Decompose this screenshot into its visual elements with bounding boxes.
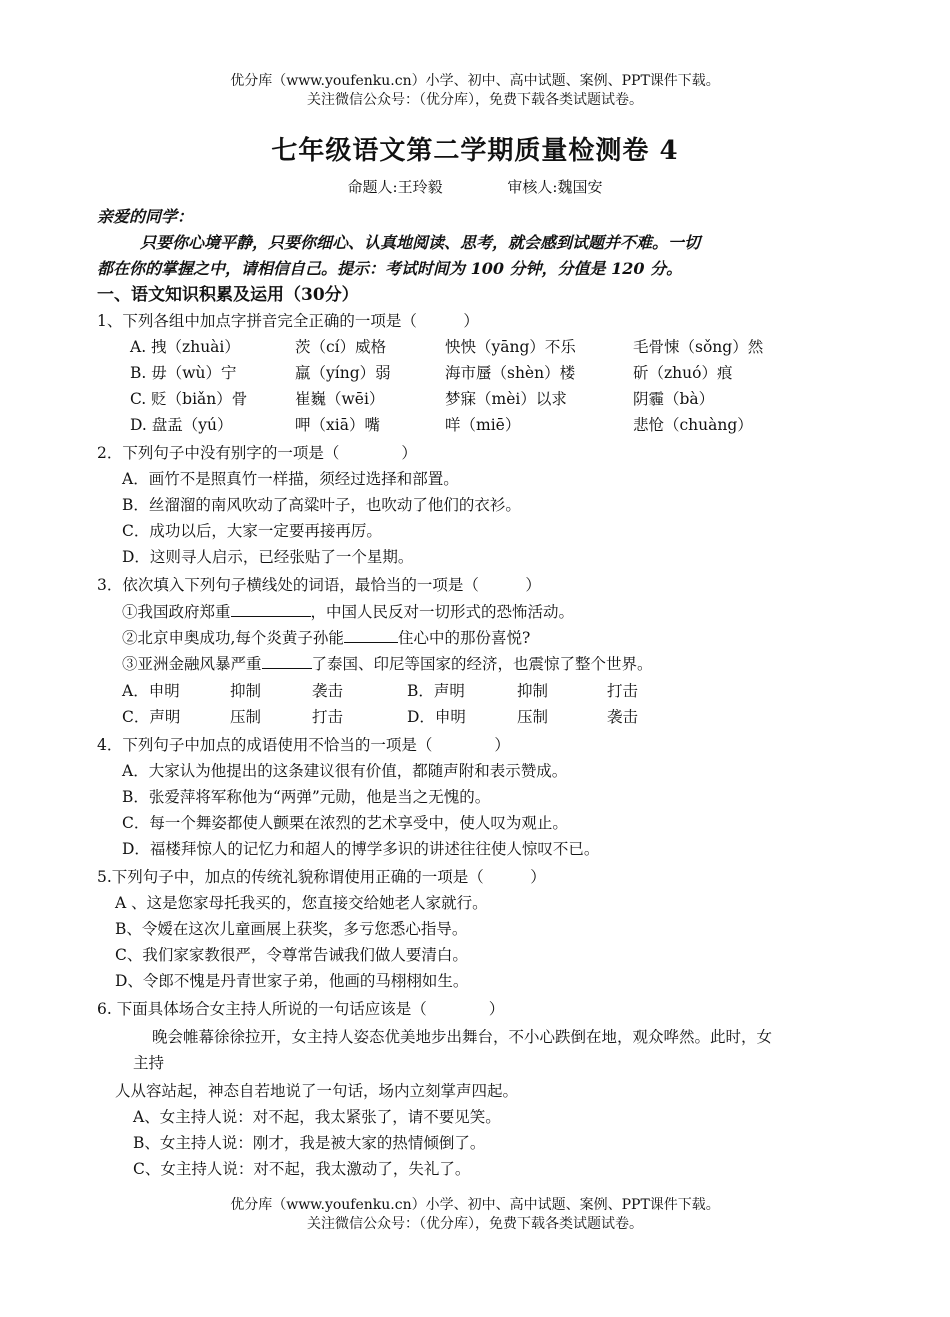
q5-option-d: D、令郎不愧是丹青世家子弟，他画的马栩栩如生。 (115, 972, 469, 990)
q3-s3-part1: ③亚洲金融风暴严重 (122, 655, 262, 673)
q2-stem: 2．下列句子中没有别字的一项是（ ） (97, 444, 417, 462)
q1-c-1: C. 贬（biǎn）骨 (130, 390, 248, 408)
q1-b-4: 斫（zhuó）痕 (633, 364, 733, 382)
q4-stem: 4．下列句子中加点的成语使用不恰当的一项是（ ） (97, 736, 510, 754)
q5-option-b: B、令嫒在这次儿童画展上获奖，多亏您悉心指导。 (115, 920, 468, 938)
q2-option-d: D．这则寻人启示，已经张贴了一个星期。 (122, 548, 414, 566)
q1-b-1: B. 毋（wù）宁 (130, 364, 237, 382)
q6-option-c: C、女主持人说：对不起，我太激动了，失礼了。 (133, 1160, 471, 1178)
q1-a-1: A. 拽（zhuài） (130, 338, 240, 356)
q1-c-3: 梦寐（mèi）以求 (445, 390, 567, 408)
q3-b-1: B．声明 (407, 682, 465, 700)
q1-c-4: 阴霾（bà） (633, 390, 715, 408)
footer-line-1: 优分库（www.youfenku.cn）小学、初中、高中试题、案例、PPT课件下载。 (230, 1197, 720, 1213)
q1-stem: 1、下列各组中加点字拼音完全正确的一项是（ ） (97, 312, 479, 330)
intro-line-1: 只要你心境平静，只要你细心、认真地阅读、思考，就会感到试题并不难。一切 (140, 233, 701, 252)
page-footer (0, 1196, 950, 1234)
header-line-1: 优分库（www.youfenku.cn）小学、初中、高中试题、案例、PPT课件下载。 (230, 73, 720, 89)
q3-d-1: D．申明 (407, 708, 466, 726)
footer-line-2: 关注微信公众号：（优分库），免费下载各类试题试卷。 (307, 1216, 643, 1232)
setter: 命题人:王玲毅 (347, 178, 443, 196)
q3-blank-3 (262, 652, 312, 669)
q3-a-3: 袭击 (312, 682, 344, 700)
q6-passage-2: 主持 (133, 1054, 165, 1072)
intro-line-2: 都在你的掌握之中，请相信自己。提示：考试时间为 100 分钟，分值是 120 分。 (97, 259, 683, 278)
q3-b-3: 打击 (607, 682, 639, 700)
q1-d-3: 咩（miē） (445, 416, 521, 434)
q1-d-2: 呷（xiā）嘴 (295, 416, 380, 434)
q2-option-a: A．画竹不是照真竹一样描，须经过选择和部置。 (122, 470, 459, 488)
q1-a-4: 毛骨悚（sǒng）然 (633, 338, 764, 356)
q3-c-1: C．声明 (122, 708, 181, 726)
q1-c-2: 崔巍（wēi） (295, 390, 385, 408)
q6-stem: 6. 下面具体场合女主持人所说的一句话应该是（ ） (97, 1000, 505, 1018)
q3-c-3: 打击 (312, 708, 344, 726)
q3-s2-part2: 住心中的那份喜悦? (397, 629, 531, 647)
q3-a-2: 抑制 (230, 682, 262, 700)
q2-option-c: C．成功以后，大家一定要再接再厉。 (122, 522, 382, 540)
q3-blank-1 (231, 600, 311, 617)
q3-c-2: 压制 (230, 708, 262, 726)
q1-b-2: 羸（yíng）弱 (295, 364, 391, 382)
q1-d-1: D. 盘盂（yú） (130, 416, 233, 434)
q4-option-d: D．福楼拜惊人的记忆力和超人的博学多识的讲述往往使人惊叹不已。 (122, 840, 600, 858)
q1-a-3: 怏怏（yāng）不乐 (445, 338, 576, 356)
q2-option-b: B．丝溜溜的南风吹动了高粱叶子，也吹动了他们的衣衫。 (122, 496, 521, 514)
q3-b-2: 抑制 (517, 682, 549, 700)
q1-d-4: 悲怆（chuàng） (633, 416, 753, 434)
q3-s1-part1: ①我国政府郑重 (122, 603, 231, 621)
q3-stem: 3．依次填入下列句子横线处的词语，最恰当的一项是（ ） (97, 576, 541, 594)
authors-line (0, 176, 950, 197)
q3-sentence-1 (122, 600, 574, 623)
q3-s2-part1: ②北京申奥成功,每个炎黄子孙能 (122, 629, 344, 647)
q5-option-c: C、我们家家教很严，令尊常告诫我们做人要清白。 (115, 946, 468, 964)
section-1-heading: 一、语文知识积累及运用（30分） (97, 285, 359, 305)
q4-option-c: C．每一个舞姿都使人颤栗在浓烈的艺术享受中，使人叹为观止。 (122, 814, 568, 832)
q6-option-a: A、女主持人说：对不起，我太紧张了，请不要见笑。 (133, 1108, 501, 1126)
q6-passage-1: 晚会帷幕徐徐拉开，女主持人姿态优美地步出舞台，不小心跌倒在地，观众哗然。此时，女 (152, 1028, 773, 1046)
q5-stem: 5.下列句子中，加点的传统礼貌称谓使用正确的一项是（ ） (97, 868, 546, 886)
q4-option-a: A．大家认为他提出的这条建议很有价值，都随声附和表示赞成。 (122, 762, 568, 780)
reviewer: 审核人:魏国安 (507, 178, 603, 196)
header-line-2: 关注微信公众号：（优分库），免费下载各类试题试卷。 (307, 92, 643, 108)
intro-greeting: 亲爱的同学： (97, 207, 194, 226)
q4-option-b: B．张爱萍将军称他为“两弹”元勋，他是当之无愧的。 (122, 788, 491, 806)
q1-a-2: 茨（cí）威格 (295, 338, 387, 356)
exam-title: 七年级语文第二学期质量检测卷 4 (271, 136, 679, 166)
q3-blank-2 (344, 626, 398, 643)
q1-b-3: 海市蜃（shèn）楼 (445, 364, 576, 382)
q3-sentence-2 (122, 626, 530, 649)
q6-passage-3: 人从容站起，神态自若地说了一句话，场内立刻掌声四起。 (115, 1082, 519, 1100)
q3-a-1: A．申明 (122, 682, 180, 700)
page-header (0, 72, 950, 110)
q3-sentence-3 (122, 652, 653, 675)
q3-d-2: 压制 (517, 708, 549, 726)
q3-d-3: 袭击 (607, 708, 639, 726)
q3-s1-part2: ，中国人民反对一切形式的恐怖活动。 (310, 603, 575, 621)
q5-option-a: A 、这是您家母托我买的，您直接交给她老人家就行。 (115, 894, 488, 912)
q3-s3-part2: 了泰国、印尼等国家的经济，也震惊了整个世界。 (311, 655, 653, 673)
q6-option-b: B、女主持人说：刚才，我是被大家的热情倾倒了。 (133, 1134, 486, 1152)
